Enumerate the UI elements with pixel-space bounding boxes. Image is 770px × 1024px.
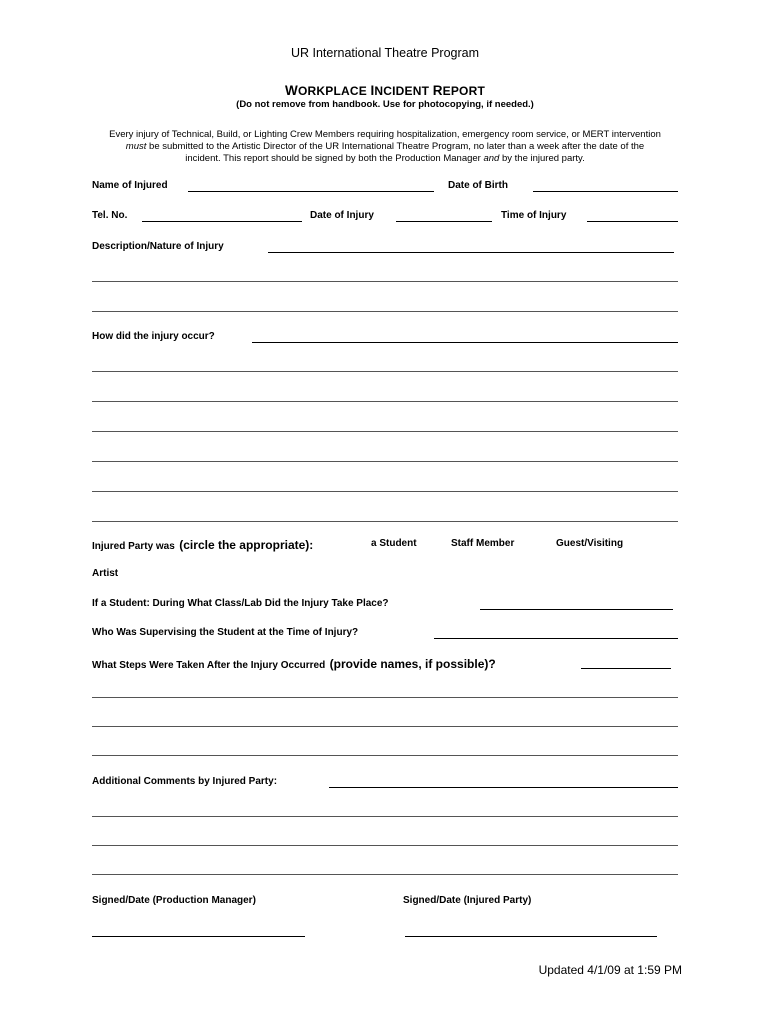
option-staff[interactable]: Staff Member bbox=[451, 538, 515, 549]
org-name: UR International Theatre Program bbox=[290, 46, 480, 60]
intro-line-1: Every injury of Technical, Build, or Lighting Crew Members requiring hospitalization, emergency room service, or MERT intervention bbox=[109, 129, 661, 140]
title-i: I bbox=[370, 83, 375, 98]
description-line-1[interactable] bbox=[92, 281, 678, 282]
intro-line-2 bbox=[0, 141, 770, 153]
title-eport: EPORT bbox=[442, 84, 485, 98]
dob-label: Date of Birth bbox=[448, 180, 508, 191]
injured-party-was bbox=[92, 536, 313, 554]
updated-timestamp: Updated 4/1/09 at 1:59 PM bbox=[538, 963, 682, 977]
injured-party-label: Injured Party was bbox=[92, 541, 175, 552]
title-r: R bbox=[432, 83, 443, 98]
date-of-injury-label: Date of Injury bbox=[310, 210, 374, 221]
what-steps-line-1[interactable] bbox=[92, 697, 678, 698]
subtitle: (Do not remove from handbook. Use for photocopying, if needed.) bbox=[236, 99, 534, 110]
name-injured-field[interactable] bbox=[188, 181, 434, 192]
intro-line-3-post: by the injured party. bbox=[499, 153, 585, 164]
how-occur-line-1[interactable] bbox=[92, 371, 678, 372]
what-steps-field[interactable] bbox=[581, 658, 671, 669]
comments-line-2[interactable] bbox=[92, 845, 678, 846]
how-occur-line-3[interactable] bbox=[92, 431, 678, 432]
title-ncident: NCIDENT bbox=[374, 84, 430, 98]
what-steps-label: What Steps Were Taken After the Injury Occurred bbox=[92, 660, 326, 671]
signature-ip-line[interactable] bbox=[405, 936, 657, 937]
option-guest[interactable]: Guest/Visiting bbox=[556, 538, 624, 549]
title-orkplace: ORKPLACE bbox=[297, 84, 367, 98]
how-occur-line-5[interactable] bbox=[92, 491, 678, 492]
additional-comments-field[interactable] bbox=[329, 777, 678, 788]
intro-line-3 bbox=[0, 153, 770, 165]
time-of-injury-field[interactable] bbox=[587, 211, 678, 222]
option-artist[interactable]: Artist bbox=[92, 568, 119, 579]
how-occur-label: How did the injury occur? bbox=[92, 331, 215, 342]
how-occur-line-2[interactable] bbox=[92, 401, 678, 402]
description-field[interactable] bbox=[268, 242, 674, 253]
time-of-injury-label: Time of Injury bbox=[501, 210, 567, 221]
if-student-field[interactable] bbox=[480, 599, 673, 610]
if-student-label: If a Student: During What Class/Lab Did the Injury Take Place? bbox=[92, 598, 389, 609]
name-injured-label: Name of Injured bbox=[92, 180, 168, 191]
dob-field[interactable] bbox=[533, 181, 678, 192]
additional-comments-label: Additional Comments by Injured Party: bbox=[92, 776, 278, 787]
signed-pm-label: Signed/Date (Production Manager) bbox=[92, 895, 256, 906]
circle-instruction: (circle the appropriate): bbox=[179, 538, 314, 552]
what-steps-line-3[interactable] bbox=[92, 755, 678, 756]
intro-must: must bbox=[125, 141, 147, 152]
page-title bbox=[0, 83, 770, 98]
date-of-injury-field[interactable] bbox=[396, 211, 492, 222]
comments-line-1[interactable] bbox=[92, 816, 678, 817]
intro-line-2-rest: be submitted to the Artistic Director of the UR International Theatre Program, no later than a week after the date of the bbox=[146, 141, 645, 152]
option-student[interactable]: a Student bbox=[371, 538, 417, 549]
intro-paragraph bbox=[0, 129, 770, 165]
intro-and: and bbox=[483, 153, 500, 164]
intro-line-3-pre: incident. This report should be signed by both the Production Manager bbox=[185, 153, 484, 164]
title-w: W bbox=[285, 83, 298, 98]
signed-ip-label: Signed/Date (Injured Party) bbox=[403, 895, 532, 906]
tel-field[interactable] bbox=[142, 211, 302, 222]
who-supervising-label: Who Was Supervising the Student at the Time of Injury? bbox=[92, 627, 359, 638]
who-supervising-field[interactable] bbox=[434, 628, 678, 639]
comments-line-3[interactable] bbox=[92, 874, 678, 875]
description-label: Description/Nature of Injury bbox=[92, 241, 224, 252]
what-steps-line-2[interactable] bbox=[92, 726, 678, 727]
tel-label: Tel. No. bbox=[92, 210, 128, 221]
how-occur-line-4[interactable] bbox=[92, 461, 678, 462]
signature-pm-line[interactable] bbox=[92, 936, 305, 937]
how-occur-line-6[interactable] bbox=[92, 521, 678, 522]
how-occur-field[interactable] bbox=[252, 332, 678, 343]
provide-names: (provide names, if possible)? bbox=[329, 657, 496, 671]
description-line-2[interactable] bbox=[92, 311, 678, 312]
what-steps bbox=[92, 655, 496, 673]
